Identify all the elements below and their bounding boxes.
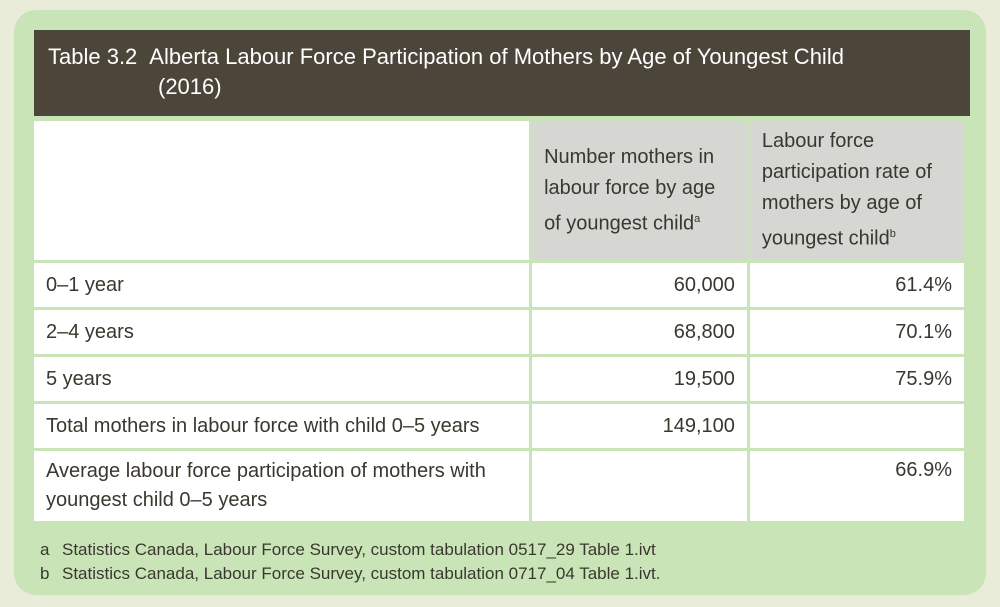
column-header-rate — [750, 121, 964, 260]
header-blank-cell — [34, 121, 529, 260]
footnote-mark: b — [40, 564, 50, 583]
row-label: 5 years — [34, 357, 529, 401]
row-label: 0–1 year — [34, 263, 529, 307]
header-row — [34, 121, 964, 260]
row-number: 68,800 — [532, 310, 747, 354]
footnote-b — [40, 562, 661, 586]
footnote-ref-a: a — [694, 212, 701, 225]
row-label: 2–4 years — [34, 310, 529, 354]
row-rate: 66.9% — [750, 451, 964, 521]
title-line-1: Alberta Labour Force Participation of Mothers by Age of Youngest Child — [149, 44, 844, 69]
row-label: Total mothers in labour force with child 0–5 years — [34, 404, 529, 448]
column-header-rate-text: Labour force participation rate of mothers by age of youngest child — [761, 130, 932, 250]
row-rate: 70.1% — [750, 310, 964, 354]
footnote-mark: a — [40, 540, 50, 559]
title-line-2: (2016) — [158, 74, 222, 99]
row-label: Average labour force participation of mothers with youngest child 0–5 years — [34, 451, 529, 521]
footnote-ref-b: b — [889, 228, 896, 241]
table-row — [34, 404, 964, 448]
row-rate: 61.4% — [750, 263, 964, 307]
table-card — [14, 10, 986, 595]
row-number — [532, 451, 747, 521]
row-rate — [750, 404, 964, 448]
row-number: 60,000 — [532, 263, 747, 307]
row-number: 149,100 — [532, 404, 747, 448]
table-row — [34, 310, 964, 354]
table-row — [34, 357, 964, 401]
table-row — [34, 263, 964, 307]
table-number: Table 3.2 — [48, 44, 138, 69]
column-header-number — [532, 121, 747, 260]
footnote-text: Statistics Canada, Labour Force Survey, custom tabulation 0517_29 Table 1.ivt — [62, 540, 656, 559]
table-title — [34, 30, 970, 116]
column-header-number-text: Number mothers in labour force by age of youngest child — [544, 145, 716, 235]
data-table — [31, 118, 967, 524]
table-row — [34, 451, 964, 521]
footnote-text: Statistics Canada, Labour Force Survey, custom tabulation 0717_04 Table 1.ivt. — [62, 564, 661, 583]
footnote-a — [40, 538, 661, 562]
footnotes — [40, 538, 661, 586]
row-number: 19,500 — [532, 357, 747, 401]
row-rate: 75.9% — [750, 357, 964, 401]
